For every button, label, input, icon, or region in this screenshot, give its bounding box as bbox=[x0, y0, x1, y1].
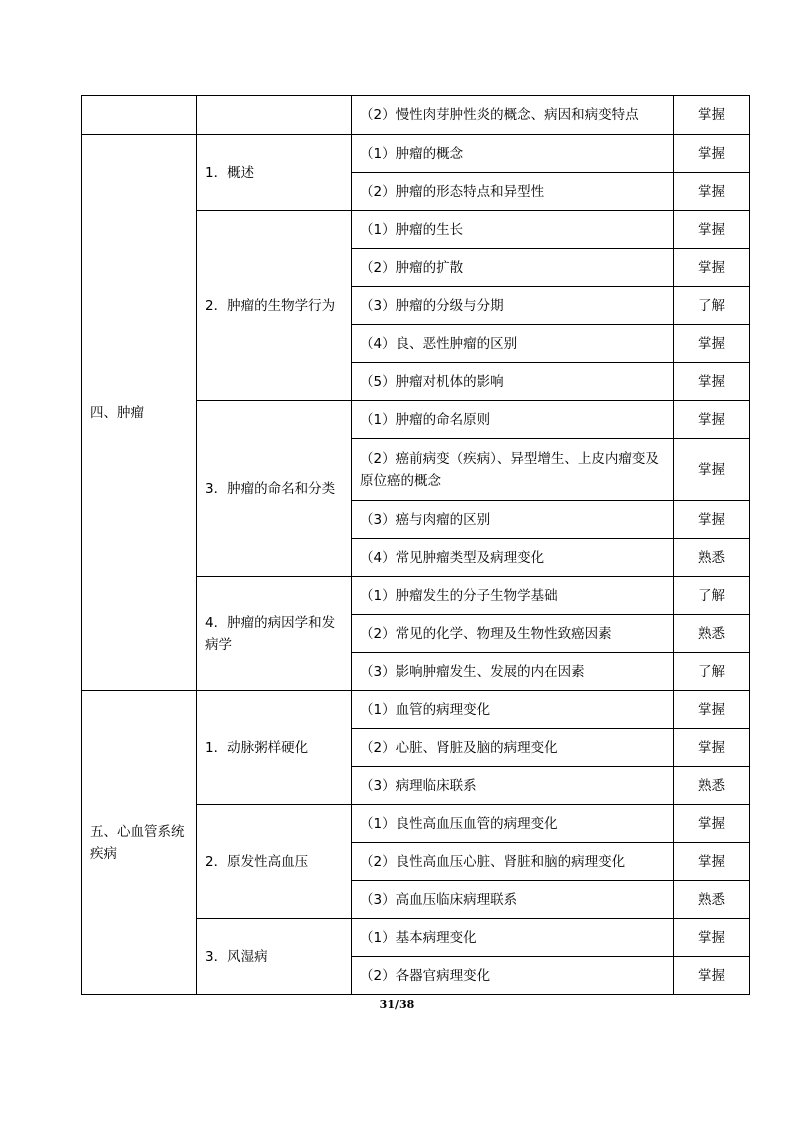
requirement-cell: 掌握 bbox=[674, 173, 750, 211]
item-cell: （3）癌与肉瘤的区别 bbox=[352, 501, 674, 539]
requirement-cell: 熟悉 bbox=[674, 615, 750, 653]
item-cell: （2）常见的化学、物理及生物性致癌因素 bbox=[352, 615, 674, 653]
requirement-cell: 掌握 bbox=[674, 325, 750, 363]
item-cell: （1）良性高血压血管的病理变化 bbox=[352, 805, 674, 843]
item-cell: （3）高血压临床病理联系 bbox=[352, 881, 674, 919]
requirement-cell: 掌握 bbox=[674, 919, 750, 957]
requirement-cell: 掌握 bbox=[674, 401, 750, 439]
item-cell: （3）病理临床联系 bbox=[352, 767, 674, 805]
item-cell: （1）血管的病理变化 bbox=[352, 691, 674, 729]
unit-cell-empty bbox=[82, 96, 197, 135]
topic-cell-naming: 3．肿瘤的命名和分类 bbox=[197, 401, 352, 577]
requirement-cell: 掌握 bbox=[674, 691, 750, 729]
item-cell: （1）肿瘤发生的分子生物学基础 bbox=[352, 577, 674, 615]
item-cell: （5）肿瘤对机体的影响 bbox=[352, 363, 674, 401]
topic-cell-etiology: 4．肿瘤的病因学和发病学 bbox=[197, 577, 352, 691]
requirement-cell: 掌握 bbox=[674, 363, 750, 401]
item-cell: （1）基本病理变化 bbox=[352, 919, 674, 957]
topic-cell-hypertension: 2．原发性高血压 bbox=[197, 805, 352, 919]
table-row bbox=[82, 96, 750, 135]
item-cell: （2）肿瘤的形态特点和异型性 bbox=[352, 173, 674, 211]
requirement-cell: 掌握 bbox=[674, 805, 750, 843]
topic-cell-rheumatism: 3．风湿病 bbox=[197, 919, 352, 995]
requirement-cell: 掌握 bbox=[674, 135, 750, 173]
requirement-cell: 掌握 bbox=[674, 211, 750, 249]
requirement-cell: 掌握 bbox=[674, 96, 750, 135]
page-number: 31/38 bbox=[379, 998, 415, 1011]
item-cell: （2）心脏、肾脏及脑的病理变化 bbox=[352, 729, 674, 767]
requirement-cell: 了解 bbox=[674, 653, 750, 691]
item-cell: （2）各器官病理变化 bbox=[352, 957, 674, 995]
topic-cell-overview: 1．概述 bbox=[197, 135, 352, 211]
unit-cell-cardio: 五、心血管系统疾病 bbox=[82, 691, 197, 995]
item-cell: （4）常见肿瘤类型及病理变化 bbox=[352, 539, 674, 577]
requirement-cell: 掌握 bbox=[674, 843, 750, 881]
syllabus-table bbox=[81, 95, 750, 995]
requirement-cell: 熟悉 bbox=[674, 767, 750, 805]
table-row bbox=[82, 135, 750, 173]
topic-cell-empty bbox=[197, 96, 352, 135]
item-cell: （2）慢性肉芽肿性炎的概念、病因和病变特点 bbox=[352, 96, 674, 135]
requirement-cell: 掌握 bbox=[674, 249, 750, 287]
requirement-cell: 熟悉 bbox=[674, 539, 750, 577]
requirement-cell: 了解 bbox=[674, 287, 750, 325]
item-cell: （2）肿瘤的扩散 bbox=[352, 249, 674, 287]
requirement-cell: 了解 bbox=[674, 577, 750, 615]
item-cell: （4）良、恶性肿瘤的区别 bbox=[352, 325, 674, 363]
requirement-cell: 掌握 bbox=[674, 729, 750, 767]
topic-cell-biology: 2．肿瘤的生物学行为 bbox=[197, 211, 352, 401]
requirement-cell: 掌握 bbox=[674, 957, 750, 995]
requirement-cell: 熟悉 bbox=[674, 881, 750, 919]
requirement-cell: 掌握 bbox=[674, 439, 750, 501]
item-cell: （1）肿瘤的概念 bbox=[352, 135, 674, 173]
requirement-cell: 掌握 bbox=[674, 501, 750, 539]
table-row bbox=[82, 691, 750, 729]
item-cell: （1）肿瘤的生长 bbox=[352, 211, 674, 249]
item-cell: （1）肿瘤的命名原则 bbox=[352, 401, 674, 439]
item-cell: （3）肿瘤的分级与分期 bbox=[352, 287, 674, 325]
item-cell: （2）癌前病变（疾病）、异型增生、上皮内瘤变及原位癌的概念 bbox=[352, 439, 674, 501]
unit-cell-tumor: 四、肿瘤 bbox=[82, 135, 197, 691]
topic-cell-atherosclerosis: 1．动脉粥样硬化 bbox=[197, 691, 352, 805]
item-cell: （3）影响肿瘤发生、发展的内在因素 bbox=[352, 653, 674, 691]
item-cell: （2）良性高血压心脏、肾脏和脑的病理变化 bbox=[352, 843, 674, 881]
